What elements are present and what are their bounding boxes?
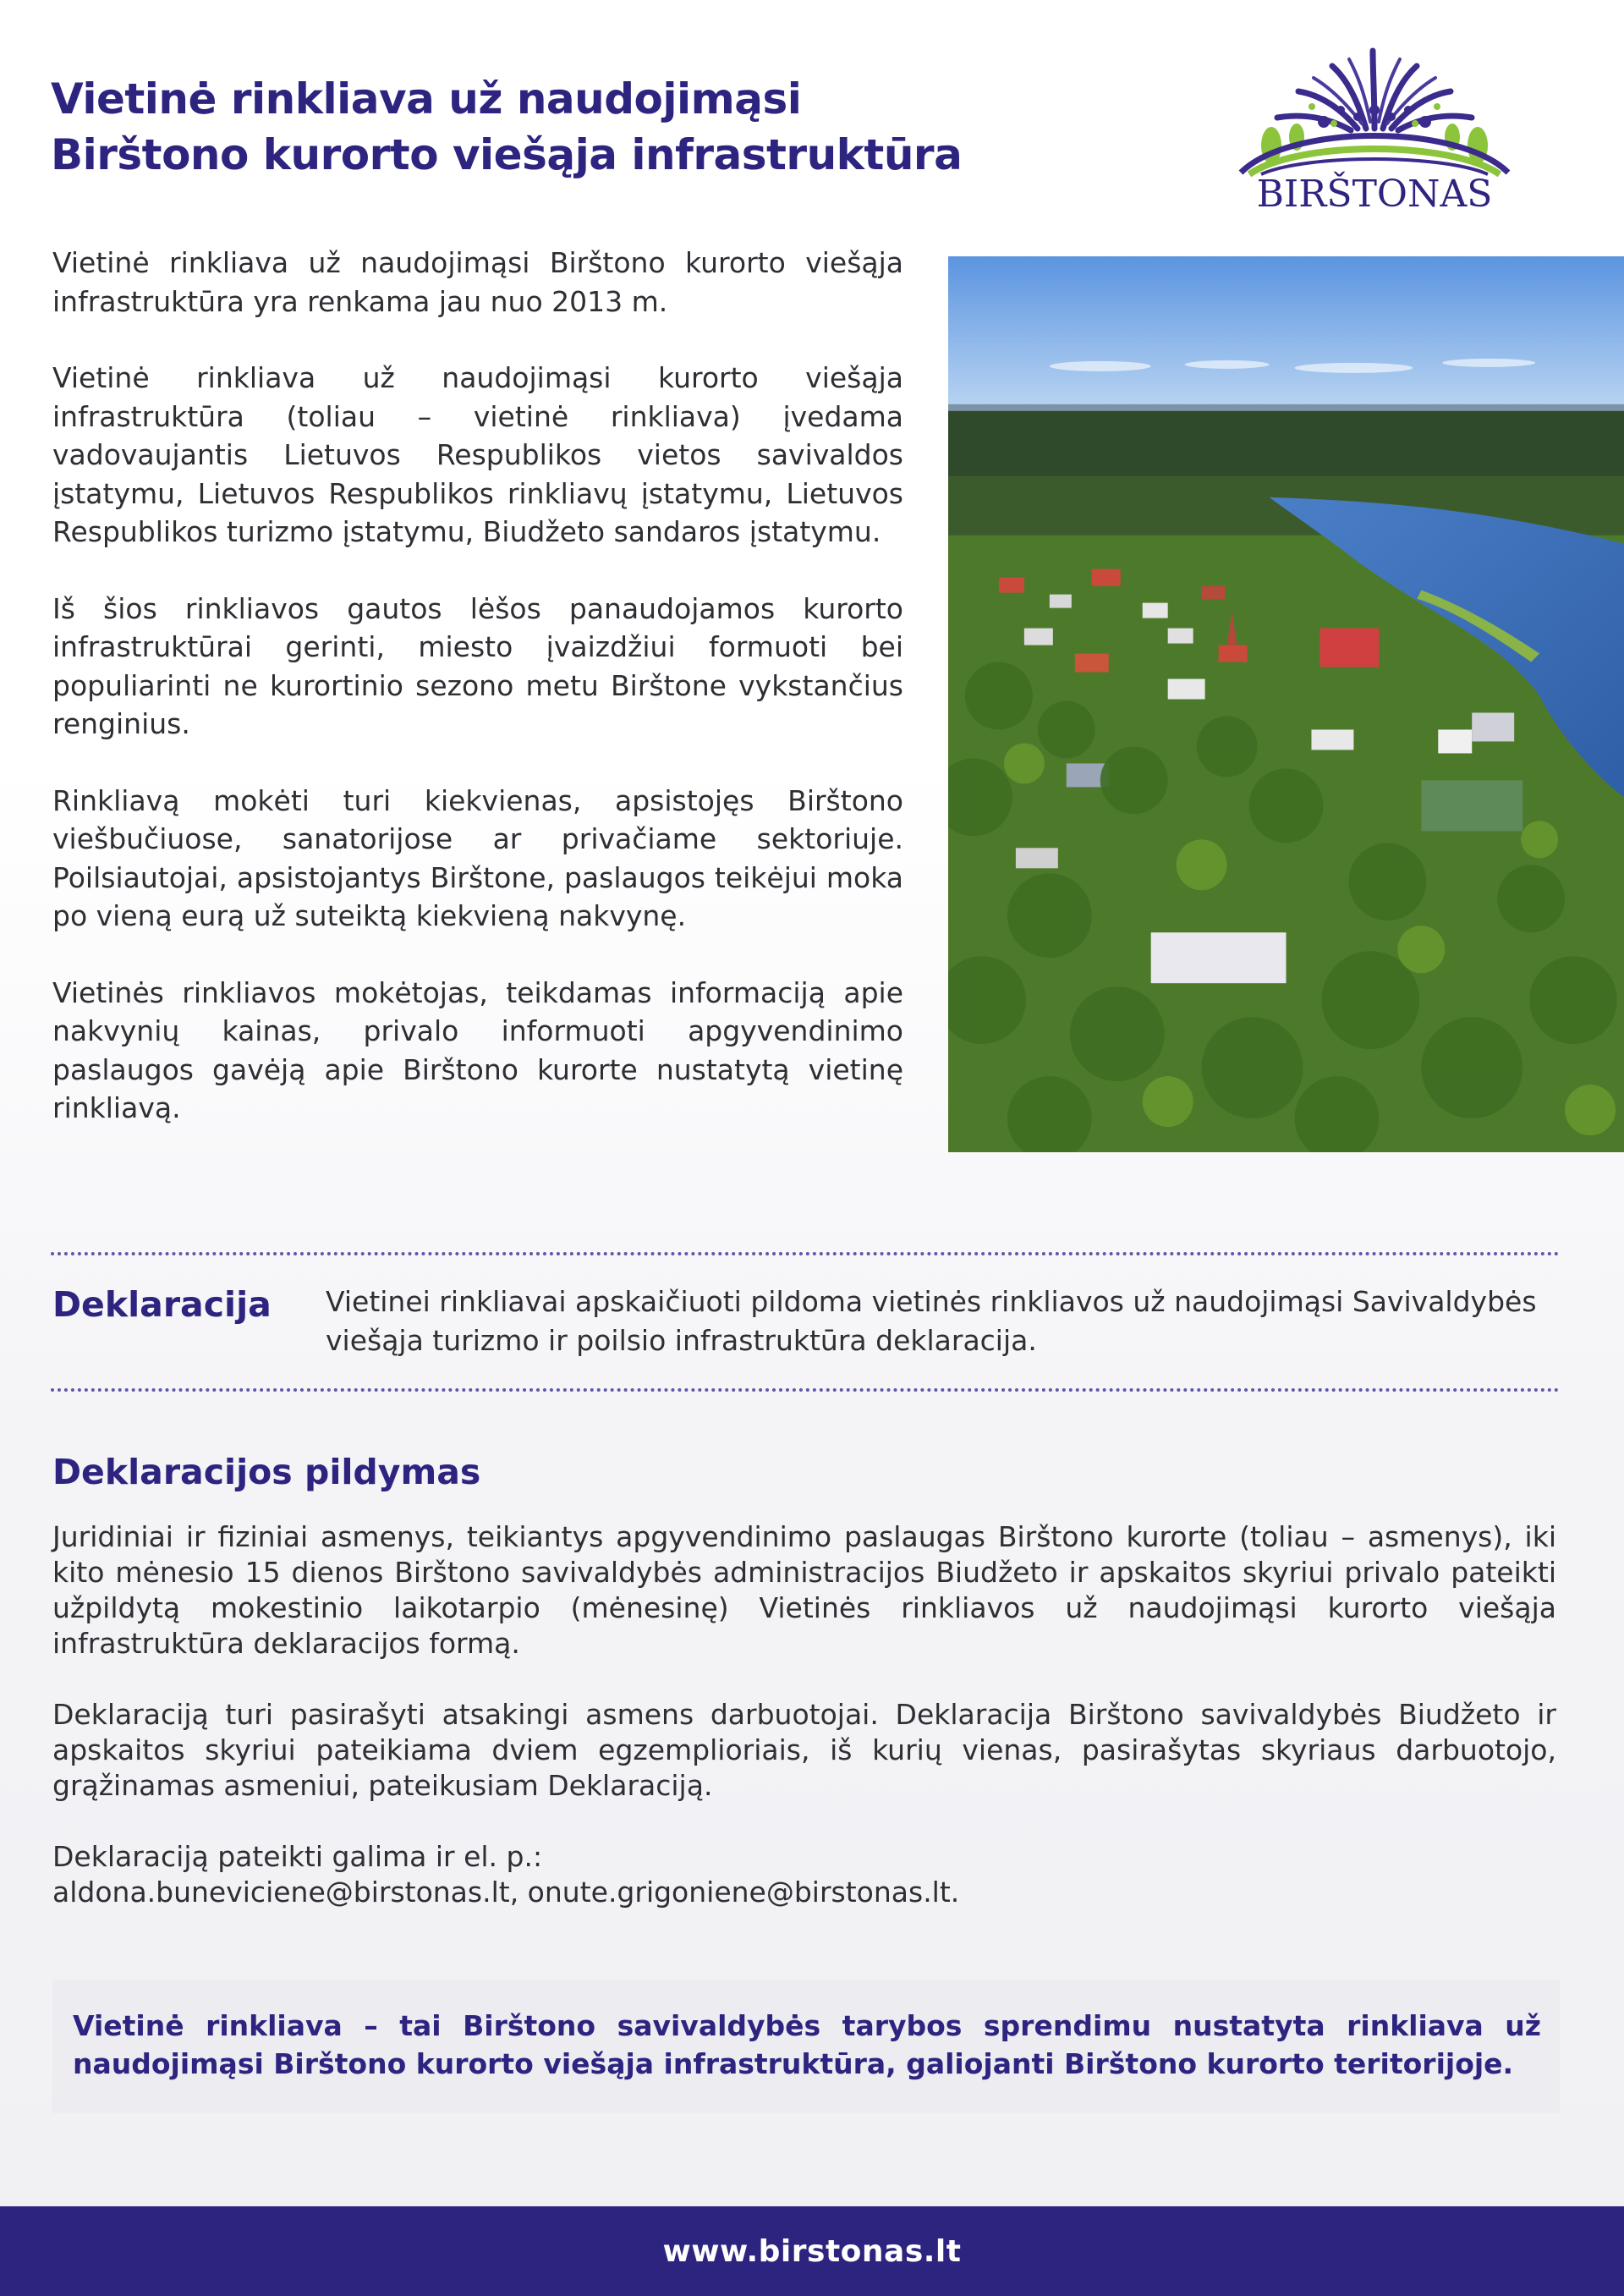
intro-paragraph: Iš šios rinkliavos gautos lėšos panaudojamos kurorto infrastruktūrai gerinti, miesto įvaizdžiui formuoti bei populiarinti ne kurortinio sezono metu Birštone vykstančius renginius. [52,591,903,740]
filling-paragraph: Deklaraciją turi pasirašyti atsakingi asmens darbuotojai. Deklaracija Birštono savivaldybės Biudžeto ir apskaitos skyriui pateikiama dviem egzemplioriais, iš kurių vienas, pasirašytas skyriaus darbuotojo, grąžinamas asmeniui, pateikusiam Deklaraciją. [52,1698,1556,1802]
page-title-line-1: Vietinė rinkliava už naudojimąsi [51,74,802,124]
fountain-icon [1241,51,1508,174]
filling-section [52,1519,1556,1946]
contact-intro: Deklaraciją pateikti galima ir el. p.: [52,1840,543,1873]
divider-bottom [51,1388,1560,1392]
aerial-photo [948,256,1624,1152]
page-title [51,71,1150,183]
footer-url[interactable]: www.birstonas.lt [662,2233,962,2269]
highlight-note [52,1980,1560,2113]
declaration-heading: Deklaracija [52,1284,272,1325]
intro-paragraph: Rinkliavą mokėti turi kiekvienas, apsistojęs Birštono viešbučiuose, sanatorijose ar privačiame sektoriuje. Poilsiautojai, apsistojantys Birštone, paslaugos teikėjui moka po vieną eurą už suteiktą kiekvieną nakvynę. [52,783,903,932]
highlight-note-text: Vietinė rinkliava – tai Birštono savivaldybės tarybos sprendimu nustatyta rinkliava už naudojimąsi Birštono kurorto viešąja infrastruktūra, galiojanti Birštono kurorto teritorijoje. [73,2009,1541,2080]
page-title-line-2: Birštono kurorto viešąja infrastruktūra [51,130,963,179]
contact-emails: aldona.buneviciene@birstonas.lt, onute.grigoniene@birstonas.lt. [52,1876,960,1909]
intro-paragraph: Vietinė rinkliava už naudojimąsi kurorto viešąja infrastruktūra (toliau – vietinė rinkliava) įvedama vadovaujantis Lietuvos Respublikos vietos savivaldos įstatymu, Lietuvos Respublikos rinkliavų įstatymu, Lietuvos Respublikos turizmo įstatymu, Biudžeto sandaros įstatymu. [52,361,903,548]
declaration-text: Vietinei rinkliavai apskaičiuoti pildoma vietinės rinkliavos už naudojimąsi Savivaldybės viešąja turizmo ir poilsio infrastruktūra deklaracija. [326,1285,1537,1357]
intro-paragraph: Vietinės rinkliavos mokėtojas, teikdamas informaciją apie nakvynių kainas, privalo informuoti apgyvendinimo paslaugos gavėją apie Birštono kurorte nustatytą vietinę rinkliavą. [52,975,903,1124]
filling-paragraph: Juridiniai ir fiziniai asmenys, teikiantys apgyvendinimo paslaugas Birštono kurorte (toliau – asmenys), iki kito mėnesio 15 dienos Birštono savivaldybės administracijos Biudžeto ir apskaitos skyriui privalo pateikti užpildytą mokestinio laikotarpio (mėnesinę) Vietinės rinkliavos už naudojimąsi kurorto viešąja infrastruktūra deklaracijos formą. [52,1520,1556,1660]
birstonas-logo [1231,29,1518,215]
filling-heading: Deklaracijos pildymas [52,1452,481,1492]
contact-paragraph [52,1839,1556,1910]
intro-paragraph: Vietinė rinkliava už naudojimąsi Birštono kurorto viešąja infrastruktūra yra renkama jau nuo 2013 m. [52,246,903,318]
logo-wordmark: BIRŠTONAS [1256,173,1493,215]
divider-top [51,1252,1560,1255]
footer-bar [0,2206,1624,2296]
intro-section [52,244,903,1166]
